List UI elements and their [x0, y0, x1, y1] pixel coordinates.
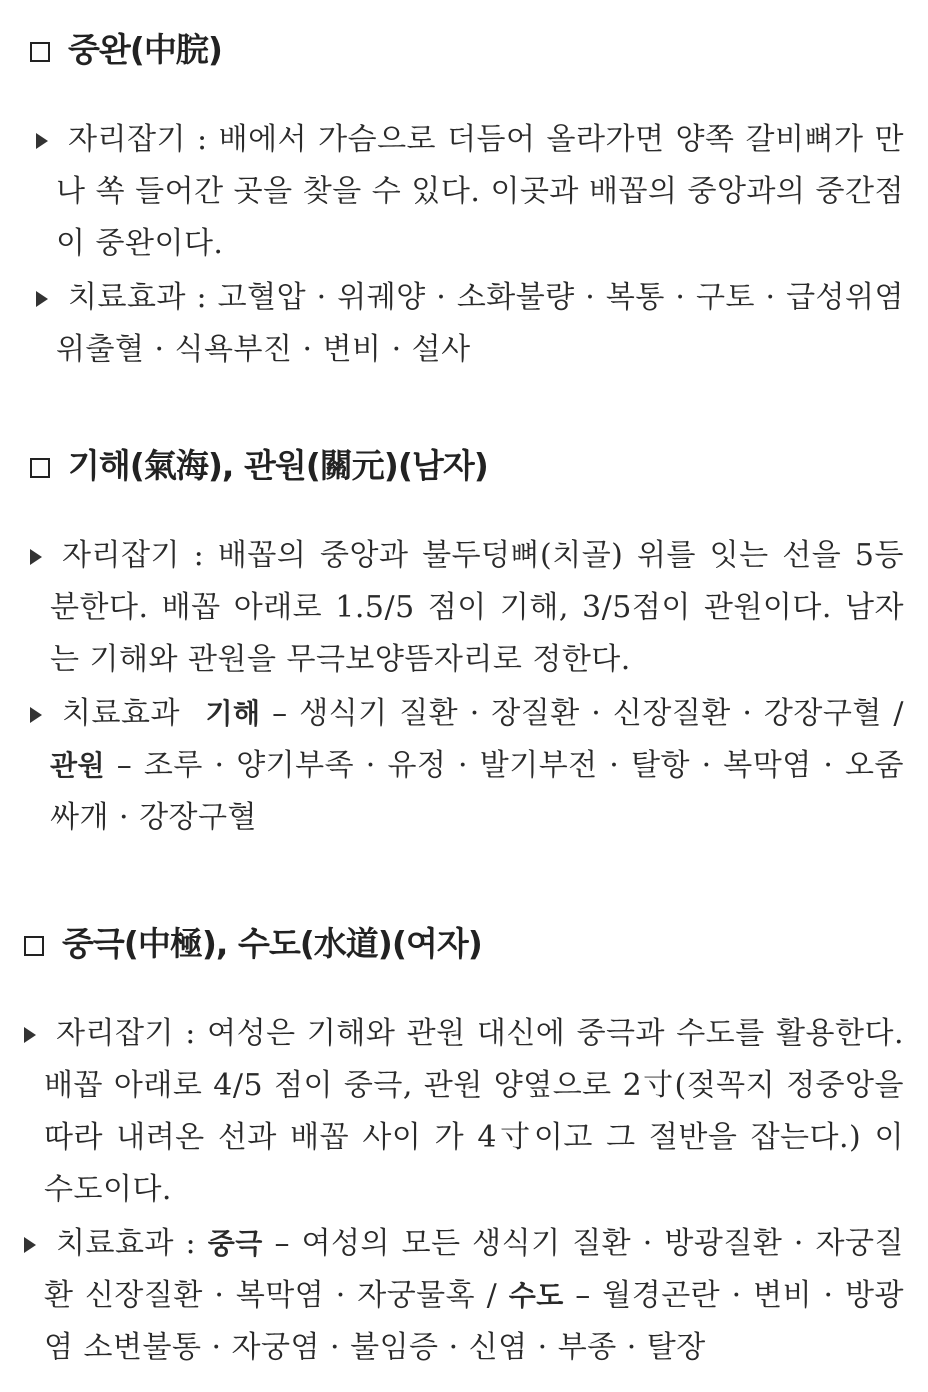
item-text: – 생식기 질환 · 장질환 · 신장질환 · 강장구혈 /	[272, 696, 904, 731]
heading-text: 기해(氣海), 관원(關元)(남자)	[68, 446, 488, 485]
item-text: – 여성의 모든 생식기 질환 · 방광질환 · 자궁질환 신장질환 · 복막염 · 자궁물혹 /	[44, 1226, 904, 1313]
triangle-bullet-icon	[30, 707, 42, 723]
item-text: 배꼽의 중앙과 불두덩뼈(치골) 위를 잇는 선을 5등분한다. 배꼽 아래로 1.5/5 점이 기해, 3/5점이 관원이다. 남자는 기해와 관원을 무극보양뜸자리로 정한다.	[50, 538, 904, 677]
location-item	[36, 114, 904, 270]
triangle-bullet-icon	[30, 549, 42, 565]
location-item	[30, 530, 904, 686]
checkbox-square-icon	[24, 936, 44, 956]
section-heading-gihae-gwanwon	[30, 440, 488, 487]
effect-item	[30, 688, 904, 844]
item-label: 치료효과 :	[56, 1226, 197, 1261]
item-text: – 조루 · 양기부족 · 유정 · 발기부전 · 탈항 · 복막염 · 오줌싸개 · 강장구혈	[50, 748, 904, 835]
effect-name: 수도	[508, 1279, 564, 1312]
item-text: 배에서 가슴으로 더듬어 올라가면 양쪽 갈비뼈가 만나 쏙 들어간 곳을 찾을 수 있다. 이곳과 배꼽의 중앙과의 중간점이 중완이다.	[56, 122, 904, 261]
item-label: 자리잡기 :	[62, 538, 205, 573]
triangle-bullet-icon	[24, 1027, 36, 1043]
item-label: 자리잡기 :	[56, 1016, 196, 1051]
section-heading-junggeuk-sudo	[24, 918, 482, 965]
triangle-bullet-icon	[24, 1237, 36, 1253]
triangle-bullet-icon	[36, 291, 48, 307]
effect-item	[24, 1218, 904, 1374]
item-label: 치료효과	[62, 696, 180, 731]
checkbox-square-icon	[30, 42, 50, 62]
item-text: – 월경곤란 · 변비 · 방광염 소변불통 · 자궁염 · 불임증 · 신염 · 부종 · 탈장	[44, 1278, 904, 1365]
effect-name: 중극	[207, 1227, 263, 1260]
effect-name: 관원	[50, 749, 106, 782]
effect-item	[36, 272, 904, 376]
item-label: 자리잡기 :	[68, 122, 208, 157]
section-heading-junggwan	[30, 24, 222, 71]
item-text: 고혈압 · 위궤양 · 소화불량 · 복통 · 구토 · 급성위염 위출혈 · 식욕부진 · 변비 · 설사	[56, 280, 904, 367]
heading-text: 중완(中脘)	[68, 30, 222, 69]
effect-name: 기해	[205, 697, 261, 730]
item-label: 치료효과 :	[68, 280, 208, 315]
heading-text: 중극(中極), 수도(水道)(여자)	[62, 924, 482, 963]
checkbox-square-icon	[30, 458, 50, 478]
triangle-bullet-icon	[36, 133, 48, 149]
item-text: 여성은 기해와 관원 대신에 중극과 수도를 활용한다. 배꼽 아래로 4/5 점이 중극, 관원 양옆으로 2寸(젖꼭지 정중앙을 따라 내려온 선과 배꼽 사이 가 4寸이고 그 절반을 잡는다.) 이 수도이다.	[44, 1016, 904, 1207]
location-item	[24, 1008, 904, 1216]
